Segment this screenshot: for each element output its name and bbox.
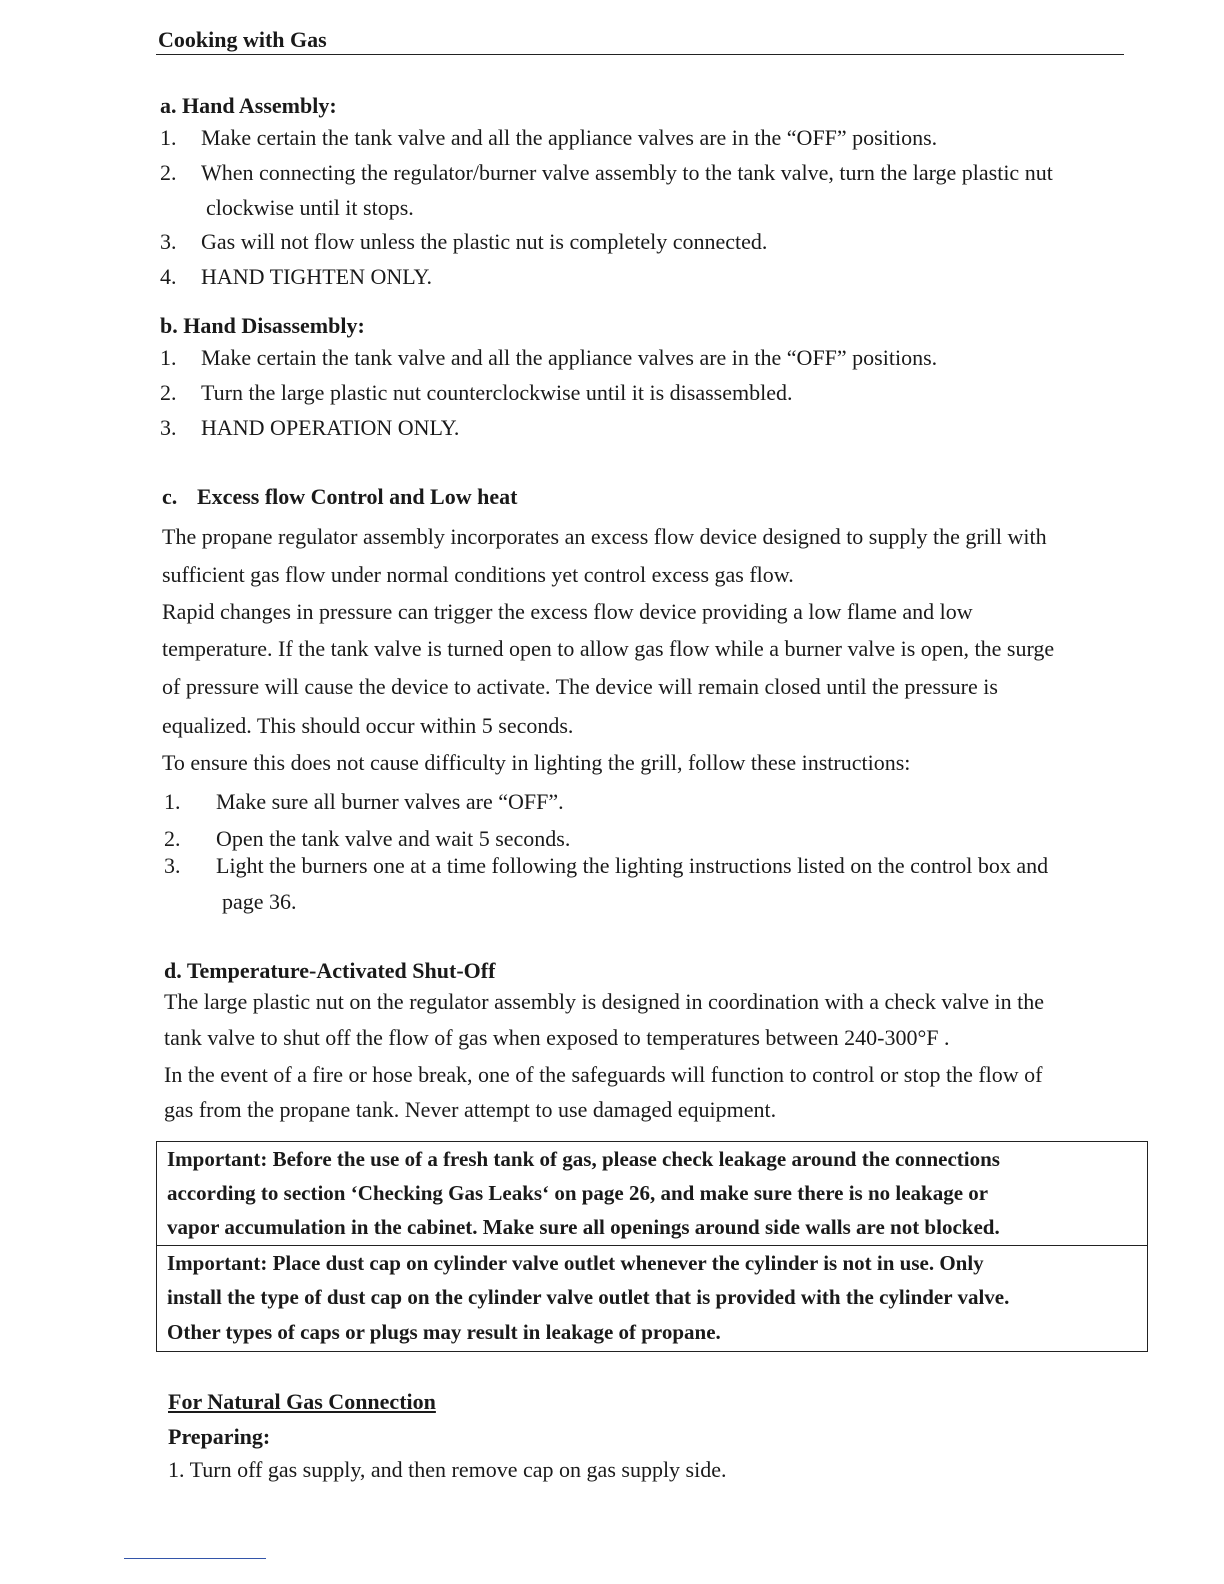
section-c-paragraph-line-5: of pressure will cause the device to activate. The device will remain closed until the pressure is [162,674,998,699]
section-b-item-3-number: 3. [160,415,177,440]
section-b-item-2-number: 2. [160,380,177,405]
section-c-paragraph-line-2: sufficient gas flow under normal conditions yet control excess gas flow. [162,562,794,587]
section-b-item-1-text: Make certain the tank valve and all the appliance valves are in the “OFF” positions. [201,345,938,370]
section-b-item-1-number: 1. [160,345,177,370]
section-a-item-2-continuation: clockwise until it stops. [206,195,414,220]
footer-divider [124,1558,266,1559]
section-c-item-3-number: 3. [164,853,181,878]
natural-gas-connection-title: For Natural Gas Connection [168,1389,436,1414]
section-a-item-2-text: When connecting the regulator/burner valve assembly to the tank valve, turn the large plastic nut [201,160,1053,185]
section-c-item-3-text: Light the burners one at a time following the lighting instructions listed on the control box and [216,853,1049,878]
section-c-item-1-number: 1. [164,789,181,814]
section-c-paragraph-line-4: temperature. If the tank valve is turned open to allow gas flow while a burner valve is open, the surge [162,636,1055,661]
section-d-paragraph-line-3: In the event of a fire or hose break, one of the safeguards will function to control or stop the flow of [164,1062,1043,1087]
section-c-paragraph-line-3: Rapid changes in pressure can trigger the excess flow device providing a low flame and low [162,599,973,624]
header-divider [156,54,1124,55]
section-a-heading: a. Hand Assembly: [160,93,337,118]
section-c-paragraph-line-1: The propane regulator assembly incorporates an excess flow device designed to supply the grill with [162,524,1047,549]
section-a-item-1-number: 1. [160,125,177,150]
natural-gas-step-1: 1. Turn off gas supply, and then remove cap on gas supply side. [168,1457,727,1482]
important-2-line-3: Other types of caps or plugs may result in leakage of propane. [167,1320,721,1344]
section-c-item-2-number: 2. [164,826,181,851]
section-d-paragraph-line-4: gas from the propane tank. Never attempt to use damaged equipment. [164,1097,777,1122]
section-b-item-2-text: Turn the large plastic nut counterclockwise until it is disassembled. [201,380,793,405]
section-d-paragraph-line-1: The large plastic nut on the regulator assembly is designed in coordination with a check valve in the [164,989,1044,1014]
section-a-item-3-number: 3. [160,229,177,254]
section-d-paragraph-line-2: tank valve to shut off the flow of gas when exposed to temperatures between 240-300°F . [164,1025,950,1050]
section-c-item-1-text: Make sure all burner valves are “OFF”. [216,789,564,814]
important-1-line-3: vapor accumulation in the cabinet. Make sure all openings around side walls are not blocked. [167,1215,1000,1239]
section-c-paragraph-line-6: equalized. This should occur within 5 seconds. [162,713,574,738]
important-notice-box-1 [156,1141,1148,1246]
section-a-item-4-number: 4. [160,264,177,289]
section-b-item-3-text: HAND OPERATION ONLY. [201,415,460,440]
section-c-letter: c. [162,484,178,509]
section-d-heading: d. Temperature-Activated Shut-Off [164,958,496,983]
section-a-item-4-text: HAND TIGHTEN ONLY. [201,264,433,289]
section-c-heading: Excess flow Control and Low heat [197,484,518,509]
important-1-line-2: according to section ‘Checking Gas Leaks‘ on page 26, and make sure there is no leakage or [167,1181,989,1205]
important-2-line-2: install the type of dust cap on the cylinder valve outlet that is provided with the cylinder valve. [167,1285,1010,1309]
section-a-item-2-number: 2. [160,160,177,185]
section-b-heading: b. Hand Disassembly: [160,313,365,338]
preparing-subheading: Preparing: [168,1424,271,1449]
section-a-item-1-text: Make certain the tank valve and all the appliance valves are in the “OFF” positions. [201,125,938,150]
important-notice-box-2 [156,1245,1148,1352]
section-a-item-3-text: Gas will not flow unless the plastic nut is completely connected. [201,229,768,254]
section-c-item-3-continuation: page 36. [222,889,297,914]
important-1-line-1: Important: Before the use of a fresh tank of gas, please check leakage around the connections [167,1147,1000,1171]
section-c-paragraph-line-7: To ensure this does not cause difficulty in lighting the grill, follow these instructions: [162,750,911,775]
important-2-line-1: Important: Place dust cap on cylinder valve outlet whenever the cylinder is not in use. Only [167,1251,984,1275]
page-header-title: Cooking with Gas [158,27,327,52]
section-c-item-2-text: Open the tank valve and wait 5 seconds. [216,826,571,851]
